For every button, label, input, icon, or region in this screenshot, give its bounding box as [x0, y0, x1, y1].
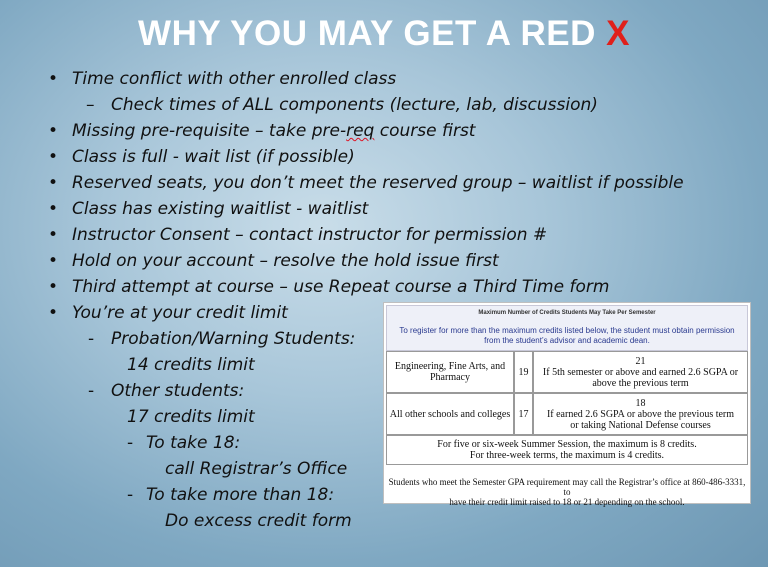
sub-bullet-marker: – — [86, 95, 95, 115]
probation-credit-limit: 14 credits limit — [127, 355, 255, 375]
prereq-text-start: Missing pre-requisite – take pre- — [72, 121, 347, 141]
bullet-marker: • — [48, 303, 59, 323]
bullet-third-attempt: Third attempt at course – use Repeat course a Third Time form — [72, 277, 610, 297]
schools-line-1: Engineering, Fine Arts, and — [394, 361, 506, 372]
excess-credit-form-text: Do excess credit form — [165, 511, 352, 531]
table-title: Maximum Number of Credits Students May Take Per Semester — [478, 310, 656, 316]
bullet-account-hold: Hold on your account – resolve the hold issue first — [72, 251, 499, 271]
sub-bullet-more-than-18: To take more than 18: — [146, 485, 335, 505]
credit-limit-table — [383, 302, 751, 507]
sub-bullet-take-18: To take 18: — [146, 433, 241, 453]
bullet-marker: • — [48, 173, 59, 193]
table-footnote — [386, 477, 748, 507]
sub-bullet-check-components: Check times of ALL components (lecture, lab, discussion) — [111, 95, 598, 115]
sub-bullet-other-students: Other students: — [111, 381, 245, 401]
bullet-marker: • — [48, 199, 59, 219]
summer-line-1: For five or six-week Summer Session, the maximum is 8 credits. — [437, 439, 697, 450]
bullet-marker: • — [48, 147, 59, 167]
table-header — [386, 305, 748, 351]
bullet-marker: • — [48, 121, 59, 141]
table-cell-summer — [386, 435, 748, 465]
table-description — [387, 326, 747, 346]
summer-line-2: For three-week terms, the maximum is 4 credits. — [469, 450, 665, 461]
bullet-class-full: Class is full - wait list (if possible) — [72, 147, 355, 167]
bullet-time-conflict: Time conflict with other enrolled class — [72, 69, 397, 89]
bullet-instructor-consent: Instructor Consent – contact instructor for permission # — [72, 225, 548, 245]
exception-line-1: 18 — [635, 397, 646, 409]
prereq-text-end: course first — [374, 121, 476, 141]
slide-title — [0, 14, 768, 54]
table-cell-schools: All other schools and colleges — [386, 393, 514, 435]
table-description-line-2: from the student’s advisor and academic dean. — [484, 336, 650, 345]
sub-bullet-marker: - — [88, 329, 95, 349]
exception-line-2: If 5th semester or above and earned 2.6 SGPA or — [542, 366, 739, 378]
exception-line-2: If earned 2.6 SGPA or above the previous term — [546, 408, 735, 420]
other-credit-limit: 17 credits limit — [127, 407, 255, 427]
exception-line-3: above the previous term — [592, 377, 689, 389]
table-cell-credits: 19 — [514, 351, 533, 393]
bullet-marker: • — [48, 225, 59, 245]
bullet-marker: • — [48, 69, 59, 89]
footnote-line-2: have their credit limit raised to 18 or 21 depending on the school. — [449, 497, 685, 507]
sub-sub-bullet-marker: - — [127, 433, 134, 453]
bullet-missing-prereq — [72, 118, 475, 144]
exception-line-1: 21 — [635, 355, 646, 367]
sub-sub-bullet-marker: - — [127, 485, 134, 505]
bullet-marker: • — [48, 251, 59, 271]
table-cell-exception — [533, 393, 748, 435]
sub-bullet-probation-students: Probation/Warning Students: — [111, 329, 356, 349]
bullet-reserved-seats: Reserved seats, you don’t meet the reserved group – waitlist if possible — [72, 173, 684, 193]
bullet-marker: • — [48, 277, 59, 297]
bullet-existing-waitlist: Class has existing waitlist - waitlist — [72, 199, 369, 219]
table-cell-credits: 17 — [514, 393, 533, 435]
sub-bullet-marker: - — [88, 381, 95, 401]
table-cell-schools — [386, 351, 514, 393]
exception-line-3: or taking National Defense courses — [570, 419, 711, 431]
prereq-spellcheck-word: req — [346, 121, 375, 141]
schools-line-2: Pharmacy — [429, 372, 470, 383]
table-description-line-1: To register for more than the maximum credits listed below, the student must obtain permission — [399, 326, 735, 335]
bullet-credit-limit: You’re at your credit limit — [72, 303, 288, 323]
red-x-mark: X — [606, 14, 630, 53]
table-cell-exception — [533, 351, 748, 393]
call-registrar-text: call Registrar’s Office — [165, 459, 348, 479]
slide-title-text: WHY YOU MAY GET A RED — [138, 14, 596, 53]
footnote-line-1: Students who meet the Semester GPA requirement may call the Registrar’s office at 860-486-3331, to — [388, 477, 746, 497]
